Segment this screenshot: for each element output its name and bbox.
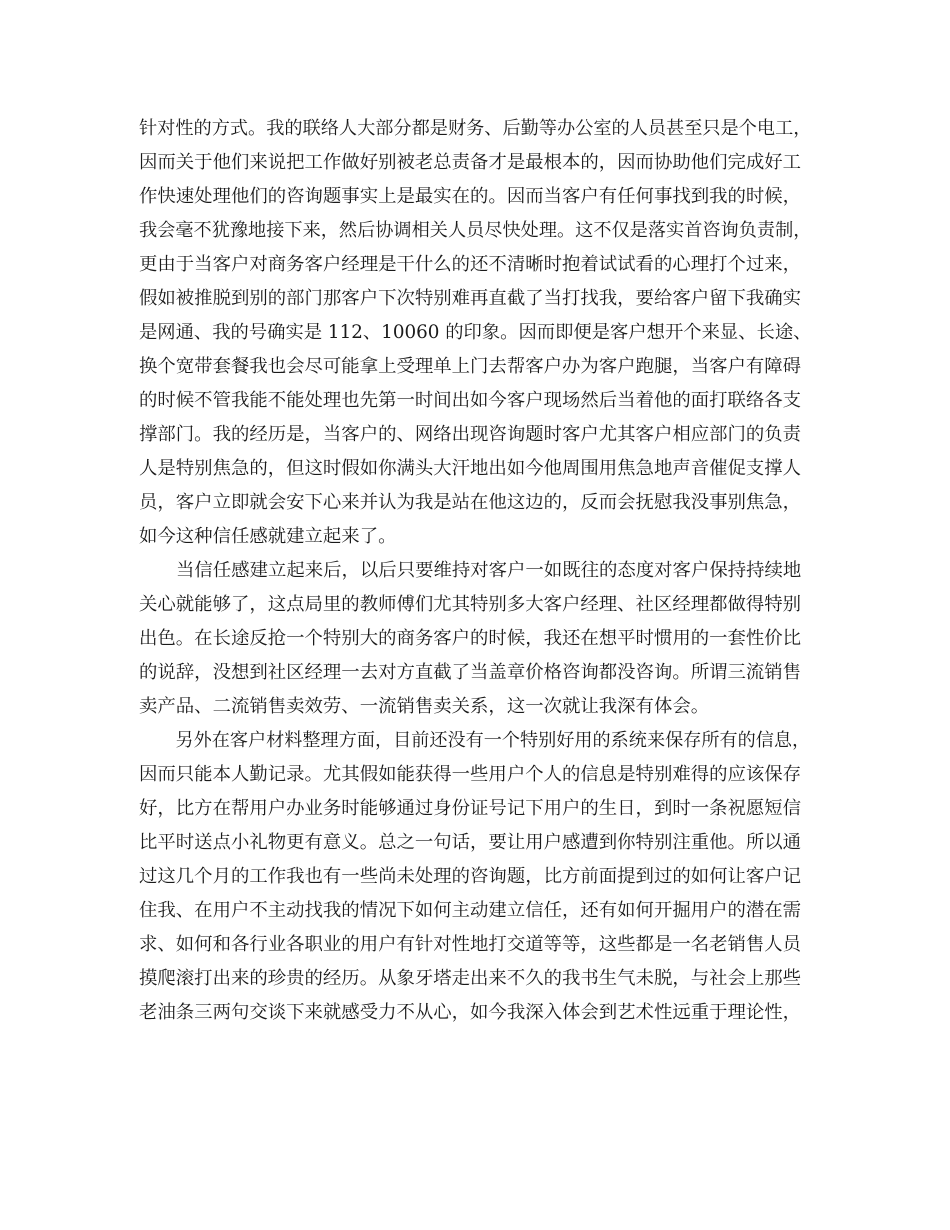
document-body xyxy=(139,112,811,1030)
text-line: 因而关于他们来说把工作做好别被老总责备才是最根本的，因而协助他们完成好工 xyxy=(139,152,802,173)
text-line: 更由于当客户对商务客户经理是干什么的还不清晰时抱着试试看的心理打个过来， xyxy=(139,254,802,275)
text-line: 换个宽带套餐我也会尽可能拿上受理单上门去帮客户办为客户跑腿，当客户有障碍 xyxy=(139,356,802,377)
text-line: 人是特别焦急的，但这时假如你满头大汗地出如今他周围用焦急地声音催促支撑人 xyxy=(139,458,802,479)
paragraph-first-line: 当信任感建立起来后，以后只要维持对客户一如既往的态度对客户保持持续地 xyxy=(176,560,802,581)
text-line: 是网通、我的号确实是 112、10060 的印象。因而即便是客户想开个来显、长途、 xyxy=(139,322,812,343)
text-line: 假如被推脱到别的部门那客户下次特别难再直截了当打找我，要给客户留下我确实 xyxy=(139,288,802,309)
paragraph-first-line: 另外在客户材料整理方面，目前还没有一个特别好用的系统来保存所有的信息， xyxy=(175,730,811,751)
text-line: 住我、在用户不主动找我的情况下如何主动建立信任，还有如何开掘用户的潜在需 xyxy=(139,900,802,921)
text-line: 过这几个月的工作我也有一些尚未处理的咨询题，比方前面提到过的如何让客户记 xyxy=(139,866,802,887)
text-line: 我会毫不犹豫地接下来，然后协调相关人员尽快处理。这不仅是落实首咨询负责制， xyxy=(139,220,812,241)
text-line: 因而只能本人勤记录。尤其假如能获得一些用户个人的信息是特别难得的应该保存 xyxy=(139,764,802,785)
text-line: 求、如何和各行业各职业的用户有针对性地打交道等等，这些都是一名老销售人员 xyxy=(139,934,802,955)
text-line: 的时候不管我能不能处理也先第一时间出如今客户现场然后当着他的面打联络各支 xyxy=(139,390,802,411)
text-line: 出色。在长途反抢一个特别大的商务客户的时候，我还在想平时惯用的一套性价比 xyxy=(139,628,802,649)
text-line: 卖产品、二流销售卖效劳、一流销售卖关系，这一次就让我深有体会。 xyxy=(139,696,710,717)
text-line: 作快速处理他们的咨询题事实上是最实在的。因而当客户有任何事找到我的时候， xyxy=(139,186,802,207)
text-line: 比平时送点小礼物更有意义。总之一句话，要让用户感遭到你特别注重他。所以通 xyxy=(139,832,802,853)
text-line: 的说辞，没想到社区经理一去对方直截了当盖章价格咨询都没咨询。所谓三流销售 xyxy=(139,662,802,683)
text-line: 如今这种信任感就建立起来了。 xyxy=(139,526,397,547)
text-line: 员，客户立即就会安下心来并认为我是站在他这边的，反而会抚慰我没事别焦急， xyxy=(139,492,802,513)
text-line: 撑部门。我的经历是，当客户的、网络出现咨询题时客户尤其客户相应部门的负责 xyxy=(139,424,802,445)
text-line: 好，比方在帮用户办业务时能够通过身份证号记下用户的生日，到时一条祝愿短信 xyxy=(139,798,802,819)
text-line: 老油条三两句交谈下来就感受力不从心，如今我深入体会到艺术性远重于理论性， xyxy=(139,1002,802,1023)
text-line: 摸爬滚打出来的珍贵的经历。从象牙塔走出来不久的我书生气未脱，与社会上那些 xyxy=(139,968,802,989)
text-line: 针对性的方式。我的联络人大部分都是财务、后勤等办公室的人员甚至只是个电工， xyxy=(139,118,812,139)
text-line: 关心就能够了，这点局里的教师傅们尤其特别多大客户经理、社区经理都做得特别 xyxy=(139,594,802,615)
